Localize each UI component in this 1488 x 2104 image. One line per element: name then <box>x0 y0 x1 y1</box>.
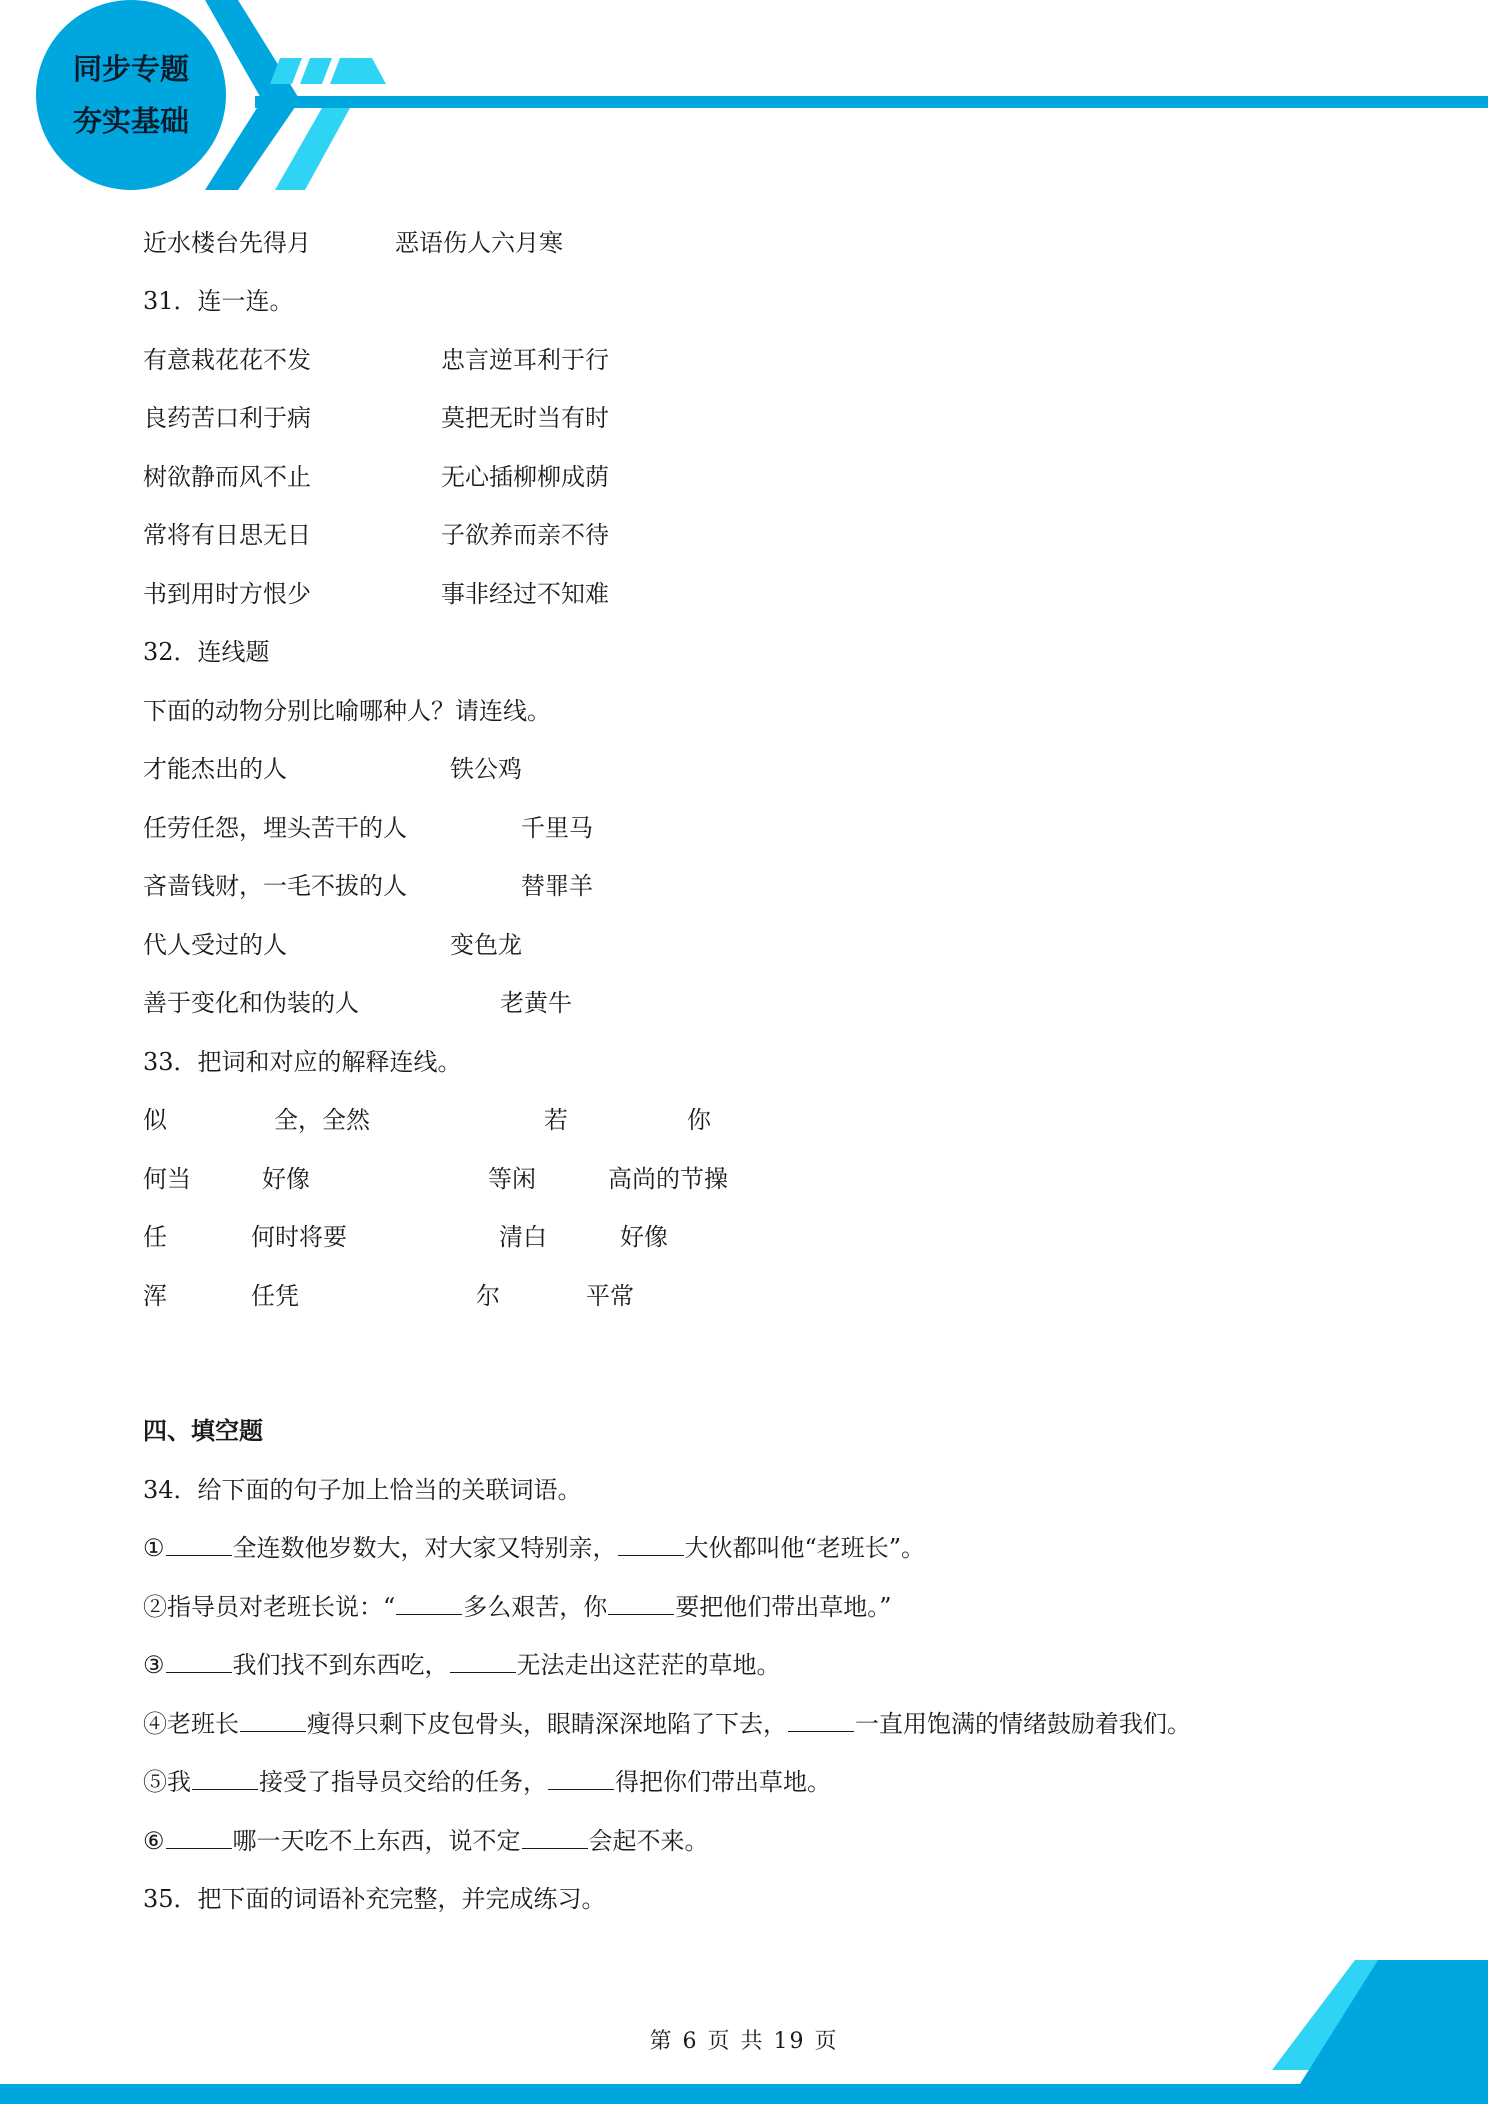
q34-text: 要把他们带出草地。” <box>675 1593 892 1621</box>
answer-blank[interactable] <box>450 1650 516 1673</box>
q34-text: ②指导员对老班长说：“ <box>143 1593 396 1621</box>
q31-right: 事非经过不知难 <box>441 580 609 608</box>
q31-right: 忠言逆耳利于行 <box>441 346 609 374</box>
q33-word: 似 <box>143 1106 167 1134</box>
q34-item <box>143 1650 781 1680</box>
q34-text: ① <box>143 1534 165 1562</box>
proverb-left: 近水楼台先得月 <box>143 229 311 257</box>
q34-item <box>143 1826 709 1856</box>
header-chevron-light <box>275 108 350 190</box>
answer-blank[interactable] <box>608 1592 674 1615</box>
q33-meaning: 高尚的节操 <box>608 1165 728 1193</box>
badge-line-2: 夯实基础 <box>72 104 189 138</box>
q34-text: ⑤我 <box>143 1768 191 1796</box>
q34-text: 一直用饱满的情绪鼓励着我们。 <box>855 1710 1191 1738</box>
q34-item <box>143 1533 925 1563</box>
q34-text: ⑥ <box>143 1827 165 1855</box>
q34-text: ③ <box>143 1651 165 1679</box>
q32-right: 替罪羊 <box>521 872 593 900</box>
answer-blank[interactable] <box>618 1533 684 1556</box>
q34-item <box>143 1709 1191 1739</box>
q34-item <box>143 1767 831 1797</box>
q33-meaning: 好像 <box>262 1165 310 1193</box>
q31-left: 良药苦口利于病 <box>143 404 311 432</box>
q34-text: 多么艰苦，你 <box>463 1593 608 1621</box>
header-badge <box>36 0 226 190</box>
answer-blank[interactable] <box>396 1592 462 1615</box>
q33-meaning: 任凭 <box>251 1282 299 1310</box>
q33-meaning: 平常 <box>586 1282 634 1310</box>
q32-left: 才能杰出的人 <box>143 755 287 783</box>
answer-blank[interactable] <box>788 1709 854 1732</box>
q32-right: 铁公鸡 <box>450 755 522 783</box>
q34-item <box>143 1592 892 1622</box>
badge-line-1: 同步专题 <box>72 52 189 86</box>
answer-blank[interactable] <box>166 1826 232 1849</box>
q32-left: 善于变化和伪装的人 <box>143 989 359 1017</box>
q33-word: 浑 <box>143 1282 167 1310</box>
section-4-title: 四、填空题 <box>143 1417 263 1445</box>
q31-right: 子欲养而亲不待 <box>441 521 609 549</box>
q34-text: 会起不来。 <box>588 1827 709 1855</box>
q33-word: 尔 <box>476 1282 500 1310</box>
question-33: 33．把词和对应的解释连线。 <box>143 1048 462 1076</box>
q31-right: 无心插柳柳成荫 <box>441 463 609 491</box>
q31-left: 树欲静而风不止 <box>143 463 311 491</box>
question-35: 35．把下面的词语补充完整，并完成练习。 <box>143 1885 606 1913</box>
q33-word: 若 <box>544 1106 568 1134</box>
q34-text: 大伙都叫他“老班长”。 <box>684 1534 926 1562</box>
q34-text: 瘦得只剩下皮包骨头，眼睛深深地陷了下去， <box>307 1710 787 1738</box>
header-stripe-3 <box>330 58 386 84</box>
q34-text: 我们找不到东西吃， <box>232 1651 449 1679</box>
q33-word: 何当 <box>143 1165 191 1193</box>
q31-left: 书到用时方恨少 <box>143 580 311 608</box>
q31-left: 常将有日思无日 <box>143 521 311 549</box>
question-34: 34．给下面的句子加上恰当的关联词语。 <box>143 1476 582 1504</box>
proverb-right: 恶语伤人六月寒 <box>395 229 563 257</box>
q33-word: 等闲 <box>488 1165 536 1193</box>
question-32: 32．连线题 <box>143 638 270 666</box>
q32-right: 老黄牛 <box>500 989 572 1017</box>
q33-meaning: 何时将要 <box>251 1223 347 1251</box>
page-number: 第 6 页 共 19 页 <box>649 2029 839 2054</box>
q33-meaning: 好像 <box>620 1223 668 1251</box>
footer-band <box>0 2084 1488 2104</box>
q34-text: 得把你们带出草地。 <box>615 1768 831 1796</box>
q32-left: 任劳任怨，埋头苦干的人 <box>143 814 407 842</box>
header-stripe-2 <box>300 58 332 84</box>
answer-blank[interactable] <box>548 1767 614 1790</box>
answer-blank[interactable] <box>240 1709 306 1732</box>
q33-meaning: 你 <box>687 1106 711 1134</box>
q32-right: 变色龙 <box>450 931 522 959</box>
q33-word: 任 <box>143 1223 167 1251</box>
q32-prompt: 下面的动物分别比喻哪种人？请连线。 <box>143 697 551 725</box>
q31-left: 有意栽花花不发 <box>143 346 311 374</box>
q32-left: 代人受过的人 <box>143 931 287 959</box>
q32-right: 千里马 <box>521 814 593 842</box>
q34-text: ④老班长 <box>143 1710 239 1738</box>
answer-blank[interactable] <box>192 1767 258 1790</box>
q31-right: 莫把无时当有时 <box>441 404 609 432</box>
q32-left: 吝啬钱财，一毛不拔的人 <box>143 872 407 900</box>
answer-blank[interactable] <box>166 1650 232 1673</box>
header-band <box>255 96 1488 108</box>
q33-word: 清白 <box>499 1223 547 1251</box>
q34-text: 全连数他岁数大，对大家又特别亲， <box>232 1534 617 1562</box>
q33-meaning: 全，全然 <box>274 1106 370 1134</box>
q34-text: 哪一天吃不上东西，说不定 <box>232 1827 521 1855</box>
question-31: 31．连一连。 <box>143 287 294 315</box>
answer-blank[interactable] <box>166 1533 232 1556</box>
answer-blank[interactable] <box>522 1826 588 1849</box>
q34-text: 接受了指导员交给的任务， <box>259 1768 547 1796</box>
q34-text: 无法走出这茫茫的草地。 <box>516 1651 781 1679</box>
